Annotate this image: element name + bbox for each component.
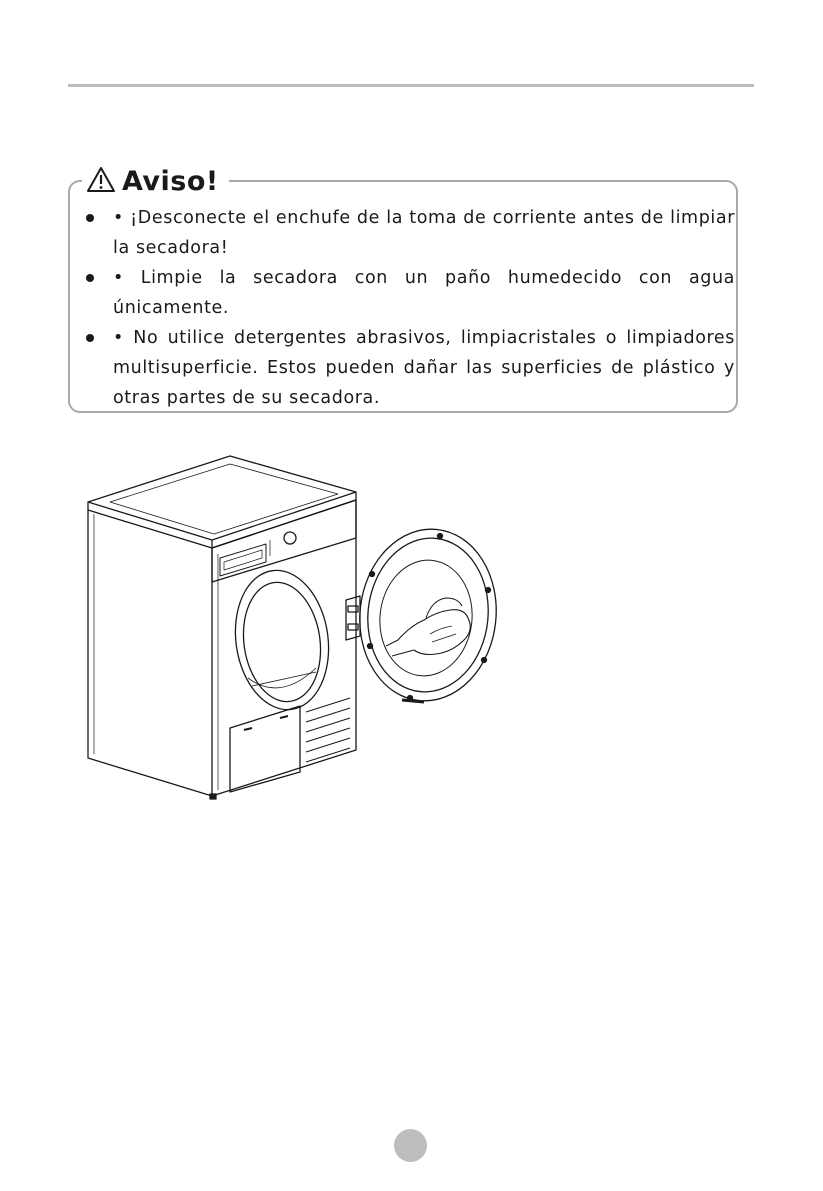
dryer-illustration xyxy=(80,450,520,814)
warning-title: Aviso! xyxy=(122,165,219,197)
page-number-marker xyxy=(394,1129,427,1162)
list-item-text: • ¡Desconecte el enchufe de la toma de corriente antes de limpiar la secadora! xyxy=(113,208,735,258)
list-item xyxy=(84,323,735,413)
warning-list xyxy=(84,203,735,413)
warning-triangle-icon xyxy=(86,166,116,197)
list-item-text: • Limpie la secadora con un paño humedecido con agua únicamente. xyxy=(113,268,735,318)
warning-heading xyxy=(82,163,229,199)
list-item xyxy=(84,263,735,323)
list-item-text: • No utilice detergentes abrasivos, limpiacristales o limpiadores multisuperficie. Estos pueden dañar las superficies de plástico y otras partes de su secadora. xyxy=(113,328,735,408)
bullet-icon xyxy=(86,214,94,222)
list-item xyxy=(84,203,735,263)
header-rule xyxy=(68,84,754,87)
bullet-icon xyxy=(86,334,94,342)
bullet-icon xyxy=(86,274,94,282)
dryer-cleaning-icon xyxy=(80,450,520,810)
